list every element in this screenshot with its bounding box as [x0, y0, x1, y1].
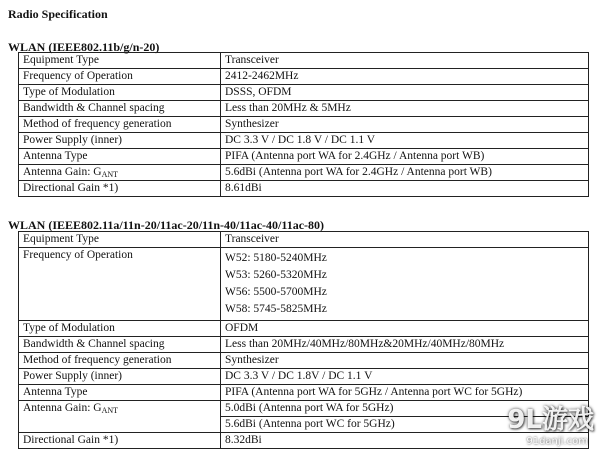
- table-row: [19, 337, 589, 353]
- watermark-url: 91danji.com: [526, 436, 588, 447]
- row-value: 5.6dBi (Antenna port WC for 5GHz): [221, 417, 589, 433]
- row-label: Power Supply (inner): [19, 369, 221, 385]
- table-row: [19, 401, 589, 417]
- row-value: Transceiver: [221, 53, 589, 69]
- row-value: Synthesizer: [221, 117, 589, 133]
- section-heading-wlan-2g: WLAN (IEEE802.11b/g/n-20): [8, 40, 160, 54]
- row-label: [19, 401, 221, 433]
- row-value: PIFA (Antenna port WA for 2.4GHz / Antenna port WB): [221, 149, 589, 165]
- row-label: Directional Gain *1): [19, 433, 221, 449]
- spec-table-wlan-5g: [18, 231, 589, 449]
- table-row: [19, 133, 589, 149]
- table-row: [19, 149, 589, 165]
- row-value: 8.61dBi: [221, 181, 589, 197]
- row-value: 5.6dBi (Antenna port WA for 2.4GHz / Antenna port WB): [221, 165, 589, 181]
- row-label: Directional Gain *1): [19, 181, 221, 197]
- antenna-gain-label: Antenna Gain: G: [23, 166, 102, 178]
- row-label: Antenna Type: [19, 385, 221, 401]
- frequency-band: W56: 5500-5700MHz: [225, 286, 327, 298]
- table-row: [19, 248, 589, 321]
- frequency-band: W58: 5745-5825MHz: [225, 303, 327, 315]
- row-label: Type of Modulation: [19, 321, 221, 337]
- row-value: DC 3.3 V / DC 1.8 V / DC 1.1 V: [221, 133, 589, 149]
- row-value: 8.32dBi: [221, 433, 589, 449]
- row-label: Antenna Type: [19, 149, 221, 165]
- table-row: [19, 369, 589, 385]
- table-row: [19, 353, 589, 369]
- page-title: Radio Specification: [8, 7, 108, 21]
- row-label: Type of Modulation: [19, 85, 221, 101]
- table-row: [19, 321, 589, 337]
- spec-table-wlan-2g: [18, 52, 589, 197]
- row-label: Method of frequency generation: [19, 117, 221, 133]
- row-label: Power Supply (inner): [19, 133, 221, 149]
- row-value: OFDM: [221, 321, 589, 337]
- table-row: [19, 232, 589, 248]
- row-value: PIFA (Antenna port WA for 5GHz / Antenna port WC for 5GHz): [221, 385, 589, 401]
- antenna-gain-subscript: ANT: [101, 170, 119, 179]
- table-row: [19, 85, 589, 101]
- table-row: [19, 433, 589, 449]
- table-row: [19, 53, 589, 69]
- row-value: DC 3.3 V / DC 1.8V / DC 1.1 V: [221, 369, 589, 385]
- antenna-gain-label: Antenna Gain: G: [23, 402, 102, 414]
- row-label: Bandwidth & Channel spacing: [19, 337, 221, 353]
- section-heading-wlan-5g: WLAN (IEEE802.11a/11n-20/11ac-20/11n-40/11ac-40/11ac-80): [8, 218, 325, 232]
- row-value: Less than 20MHz & 5MHz: [221, 101, 589, 117]
- antenna-gain-subscript: ANT: [101, 406, 119, 415]
- row-value: Transceiver: [221, 232, 589, 248]
- row-value-list: [221, 248, 589, 321]
- row-value: DSSS, OFDM: [221, 85, 589, 101]
- row-value: 2412-2462MHz: [221, 69, 589, 85]
- row-label: Frequency of Operation: [19, 248, 221, 321]
- table-row: [19, 101, 589, 117]
- row-label: Equipment Type: [19, 53, 221, 69]
- table-row: [19, 165, 589, 181]
- row-label: [19, 165, 221, 181]
- row-value: Less than 20MHz/40MHz/80MHz&20MHz/40MHz/80MHz: [221, 337, 589, 353]
- table-row: [19, 117, 589, 133]
- row-value: 5.0dBi (Antenna port WA for 5GHz): [221, 401, 589, 417]
- frequency-band: W53: 5260-5320MHz: [225, 269, 327, 281]
- watermark-logo: 9L游戏: [507, 405, 594, 435]
- table-row: [19, 385, 589, 401]
- row-label: Frequency of Operation: [19, 69, 221, 85]
- row-label: Bandwidth & Channel spacing: [19, 101, 221, 117]
- table-row: [19, 69, 589, 85]
- row-label: Equipment Type: [19, 232, 221, 248]
- row-value: Synthesizer: [221, 353, 589, 369]
- row-label: Method of frequency generation: [19, 353, 221, 369]
- table-row: [19, 181, 589, 197]
- frequency-band: W52: 5180-5240MHz: [225, 252, 327, 264]
